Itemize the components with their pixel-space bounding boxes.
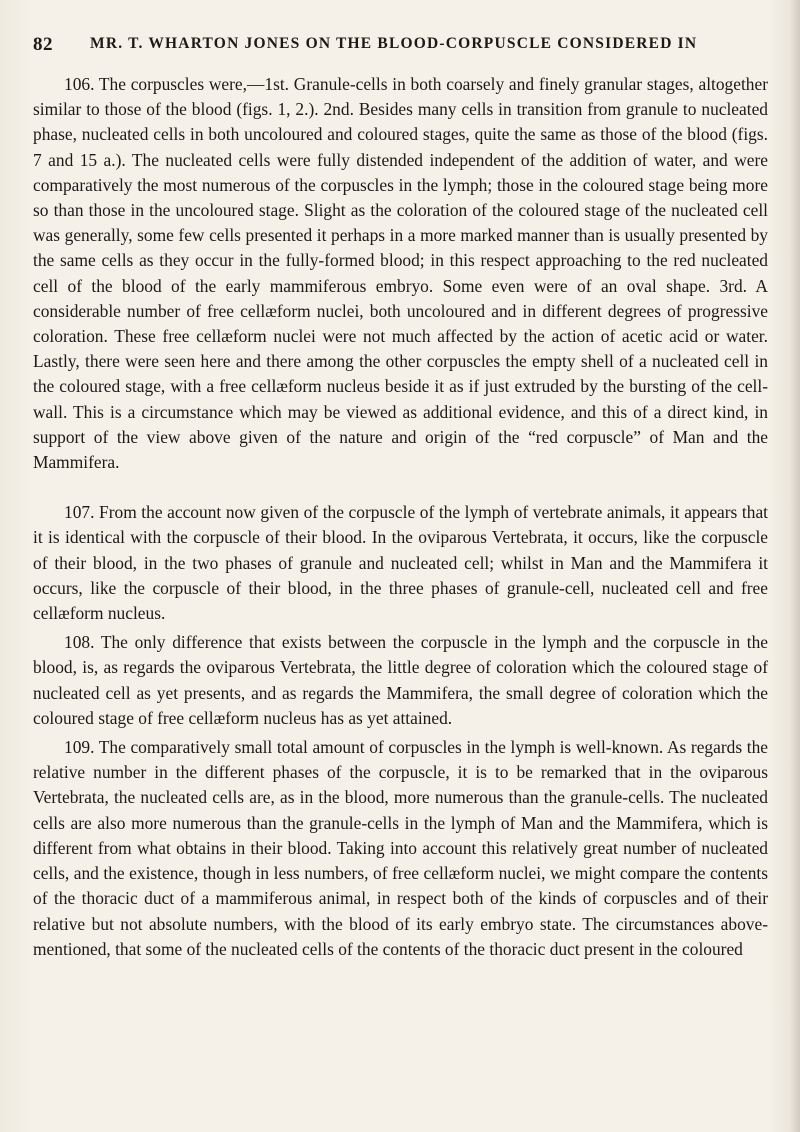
running-title: MR. T. WHARTON JONES ON THE BLOOD-CORPUSCLE CONSIDERED IN (90, 35, 698, 52)
page-number: 82 (33, 34, 53, 55)
page-edge-shadow (790, 0, 800, 1132)
paragraph-107: 107. From the account now given of the corpuscle of the lymph of vertebrate animals, it appears that it is identical with the corpuscle of their blood. In the oviparous Vertebrata, it occurs, like the corpuscle of their blood, in the two phases of granule and nucleated cell; whilst in Man and the Mammifera it occurs, like the corpuscle of their blood, in the three phases of granule-cell, nucleated cell and free cellæform nucleus. (33, 502, 768, 624)
body-text (33, 72, 768, 962)
paragraph-109: 109. The comparatively small total amount of corpuscles in the lymph is well-known. As regards the relative number in the different phases of the corpuscle, it is to be remarked that in the oviparous Vertebrata, the nucleated cells are, as in the blood, more numerous than the granule-cells. The nucleated cells are also more numerous than the granule-cells in the lymph of Man and the Mammifera, which is different from what obtains in their blood. Taking into account this relatively great number of nucleated cells, and the existence, though in less numbers, of free cellæform nuclei, we might compare the contents of the thoracic duct of a mammiferous animal, in respect both of the kinds of corpuscles and of their relative but not absolute numbers, with the blood of its early embryo state. The circumstances above-mentioned, that some of the nucleated cells of the contents of the thoracic duct present in the coloured (33, 737, 768, 959)
running-head (33, 34, 773, 56)
paragraph-106: 106. The corpuscles were,—1st. Granule-cells in both coarsely and finely granular stages, altogether similar to those of the blood (figs. 1, 2.). 2nd. Besides many cells in transition from granule to nucleated phase, nucleated cells in both uncoloured and coloured stages, quite the same as those of the blood (figs. 7 and 15 a.). The nucleated cells were fully distended independent of the addition of water, and were comparatively the most numerous of the corpuscles in the lymph; those in the coloured stage being more so than those in the uncoloured stage. Slight as the coloration of the coloured stage of the nucleated cell was generally, some few cells presented it perhaps in a more marked manner than is usually presented by the same cells as they occur in the fully-formed blood; in this respect approaching to the red nucleated cell of the blood of the early mammiferous embryo. Some even were of an oval shape. 3rd. A considerable number of free cellæform nuclei, both uncoloured and in different degrees of progressive coloration. These free cellæform nuclei were not much affected by the action of acetic acid or water. Lastly, there were seen here and there among the other corpuscles the empty shell of a nucleated cell in the coloured stage, with a free cellæform nucleus beside it as if just extruded by the bursting of the cell-wall. This is a circumstance which may be viewed as additional evidence, and this of a direct kind, in support of the view above given of the nature and origin of the “red corpuscle” of Man and the Mammifera. (33, 74, 768, 473)
paragraph-108: 108. The only difference that exists between the corpuscle in the lymph and the corpuscle in the blood, is, as regards the oviparous Vertebrata, the little degree of coloration which the coloured stage of nucleated cell as yet presents, and as regards the Mammifera, the small degree of coloration which the coloured stage of free cellæform nucleus has as yet attained. (33, 632, 768, 728)
